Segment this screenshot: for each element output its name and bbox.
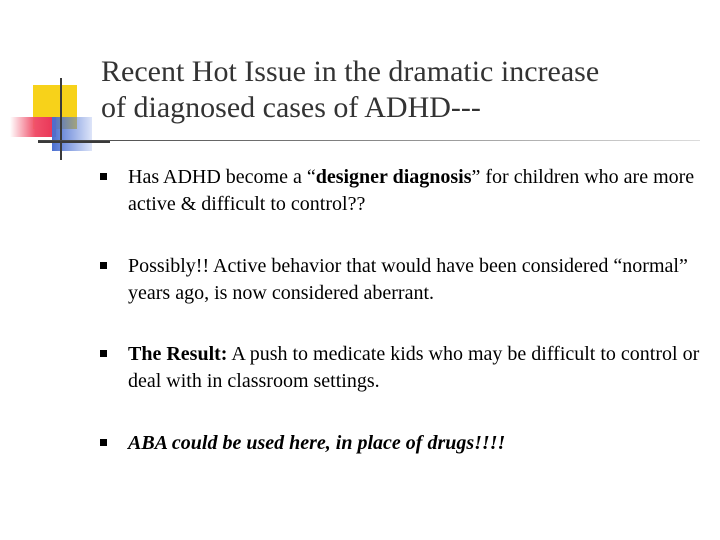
slide-title-line-1: Recent Hot Issue in the dramatic increase	[101, 55, 600, 88]
bullet-text	[128, 341, 708, 395]
bullet-emphasis: designer diagnosis	[315, 166, 472, 188]
square-bullet-icon	[100, 350, 107, 357]
decorative-red-bar	[10, 117, 56, 137]
bullet-text	[128, 164, 708, 218]
decorative-horizontal-line	[38, 141, 110, 143]
decorative-vertical-line	[60, 78, 62, 160]
bullet-text: Possibly!! Active behavior that would have been considered “normal” years ago, is now considered aberrant.	[128, 255, 688, 304]
bullet-text: ABA could be used here, in place of drugs!!!!	[128, 432, 506, 454]
square-bullet-icon	[100, 173, 107, 180]
square-bullet-icon	[100, 439, 107, 446]
slide-title	[101, 54, 711, 126]
decorative-blue-square	[52, 117, 92, 151]
bullet-text-part: ” for children who are more active & difficult to control??	[128, 166, 695, 215]
bullet-text-part: A push to medicate kids who may be difficult to control or deal with in classroom settings.	[128, 343, 700, 392]
bullet-text-part: Has ADHD become a “	[128, 166, 316, 188]
square-bullet-icon	[100, 262, 107, 269]
title-underline	[38, 140, 700, 141]
bullet-emphasis: The Result:	[128, 343, 228, 365]
slide-title-line-2: of diagnosed cases of ADHD---	[101, 91, 481, 124]
